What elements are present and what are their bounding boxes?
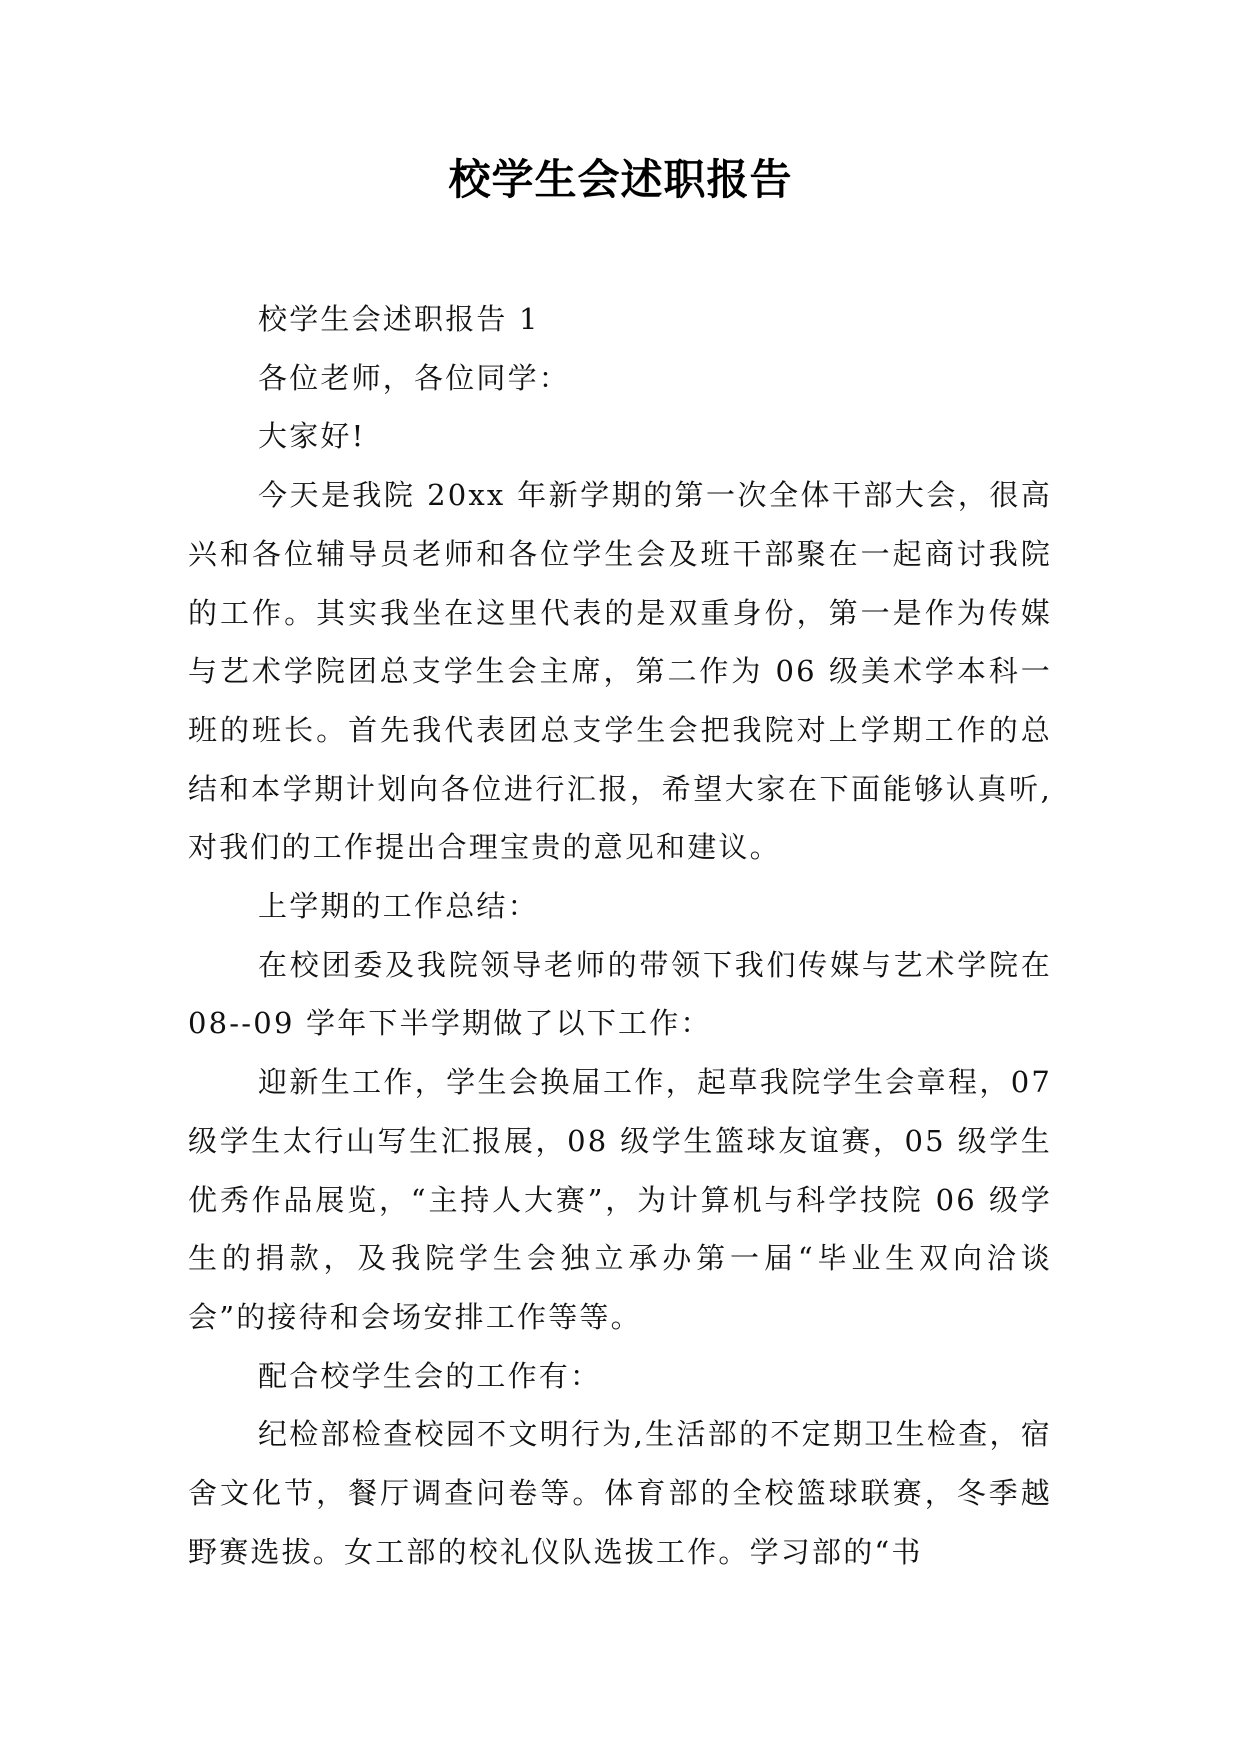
paragraph-greeting: 大家好! [258, 419, 366, 454]
document-body [188, 290, 1052, 1581]
paragraph-section-heading-summary: 上学期的工作总结： [258, 889, 539, 924]
document-title: 校学生会述职报告 [448, 155, 793, 204]
paragraph-introduction: 今天是我院 20xx 年新学期的第一次全体干部大会，很高兴和各位辅导员老师和各位学生会及班干部聚在一起商讨我院的工作。其实我坐在这里代表的是双重身份，第一是作为传媒与艺术学院团总支学生会主席，第二作为 06 级美术学本科一班的班长。首先我代表团总支学生会把我院对上学期工作的总结和本学期计划向各位进行汇报，希望大家在下面能够认真听,对我们的工作提出合理宝贵的意见和建议。 [188, 478, 1052, 865]
paragraph-greeting-audience: 各位老师，各位同学： [258, 360, 571, 395]
paragraph-report-number: 校学生会述职报告 1 [258, 302, 540, 336]
paragraph-summary-intro: 在校团委及我院领导老师的带领下我们传媒与艺术学院在 08--09 学年下半学期做了以下工作： [188, 947, 1052, 1041]
paragraph-work-list: 迎新生工作，学生会换届工作，起草我院学生会章程，07 级学生太行山写生汇报展，08 级学生篮球友谊赛，05 级学生优秀作品展览，“主持人大赛”，为计算机与科学技院 06 级学生的捐款，及我院学生会独立承办第一届“毕业生双向洽谈会”的接待和会场安排工作等等。 [188, 1065, 1052, 1334]
paragraph-section-heading-cooperation: 配合校学生会的工作有： [258, 1358, 602, 1393]
paragraph-cooperation-details: 纪检部检查校园不文明行为,生活部的不定期卫生检查，宿舍文化节，餐厅调查问卷等。体育部的全校篮球联赛，冬季越野赛选拔。女工部的校礼仪队选拔工作。学习部的“书 [188, 1417, 1052, 1569]
